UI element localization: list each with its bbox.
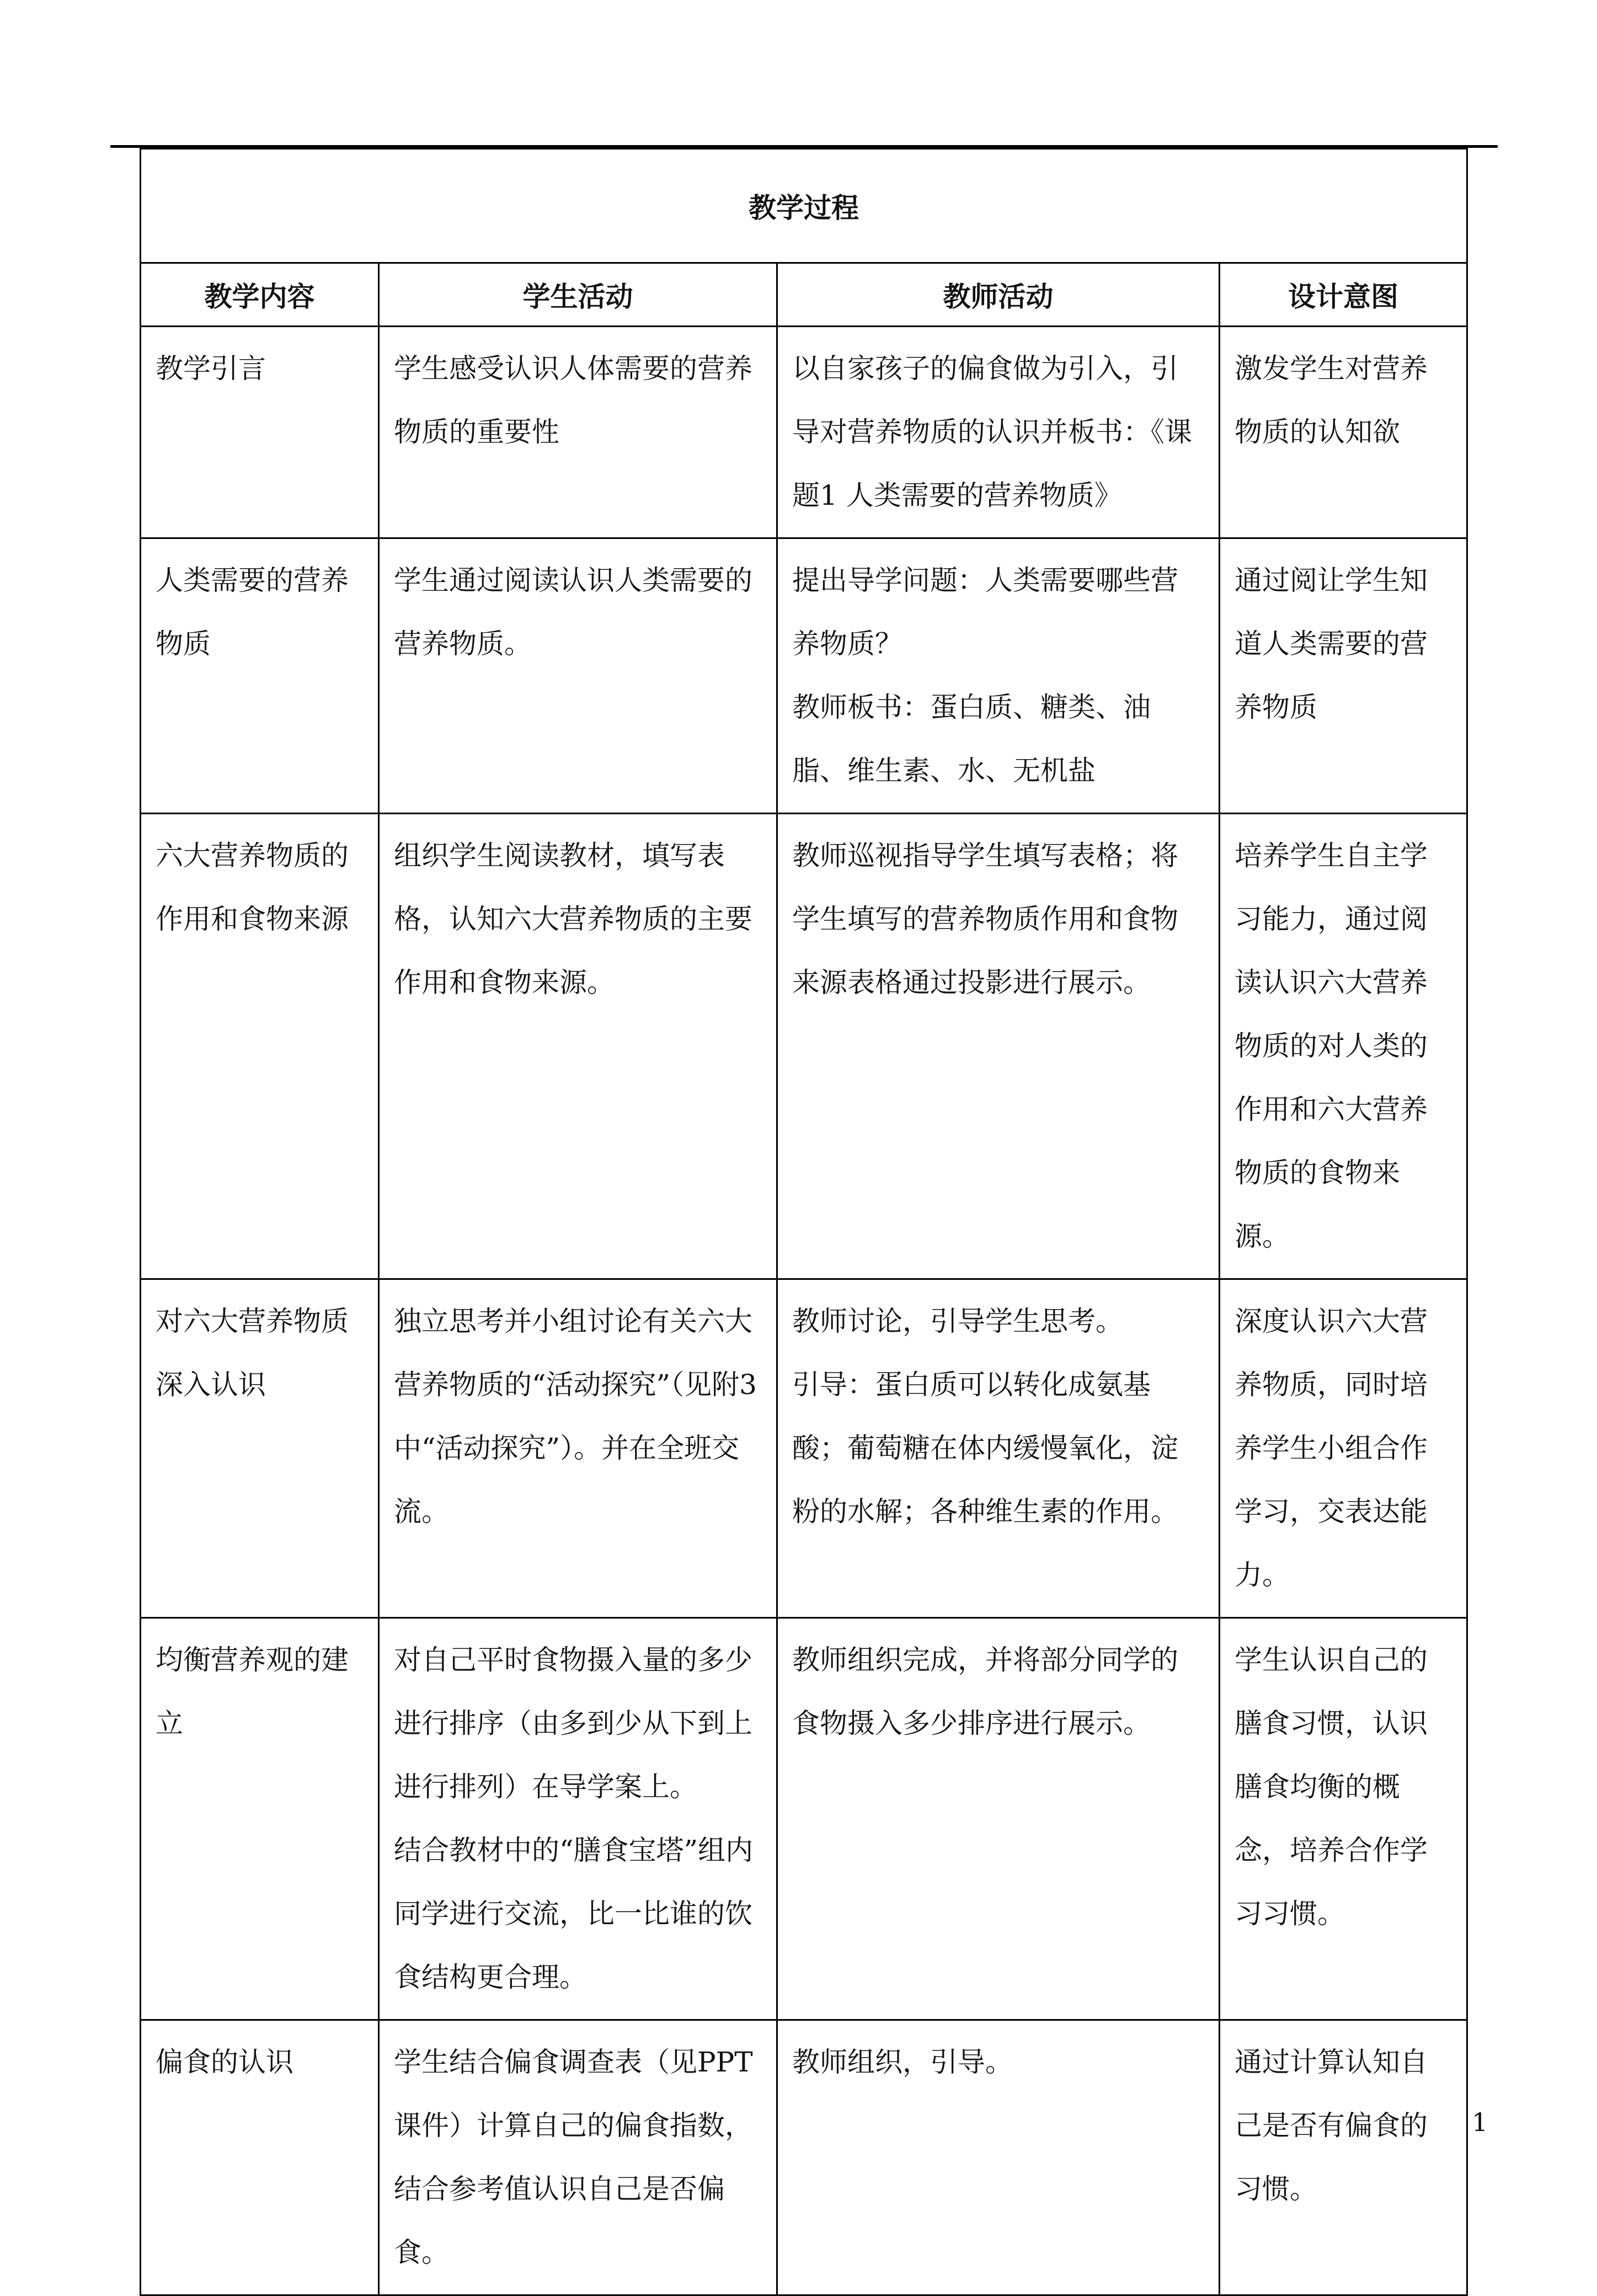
- cell-text: 以自家孩子的偏食做为引入，引导对营养物质的认识并板书：《课题1 人类需要的营养物质》: [792, 353, 1192, 511]
- table-title: 教学过程: [141, 149, 1467, 263]
- cell-content: [141, 327, 379, 538]
- cell-text: 教师巡视指导学生填写表格；将学生填写的营养物质作用和食物来源表格通过投影进行展示。: [792, 840, 1178, 999]
- cell-text: 偏食的认识: [156, 2046, 293, 2078]
- cell-text: 组织学生阅读教材，填写表格，认知六大营养物质的主要作用和食物来源。: [394, 840, 752, 999]
- cell-teacher: [777, 538, 1220, 814]
- cell-student: [379, 1618, 777, 2020]
- cell-content: [141, 814, 379, 1279]
- cell-text: 通过计算认知自己是否有偏食的习惯。: [1235, 2046, 1428, 2205]
- table-row: [141, 814, 1467, 1279]
- cell-text: 对六大营养物质深入认识: [156, 1305, 349, 1401]
- cell-text: 学生通过阅读认识人类需要的营养物质。: [394, 564, 752, 660]
- table-row: [141, 2020, 1467, 2295]
- cell-text: 教师板书：蛋白质、糖类、油脂、维生素、水、无机盐: [792, 691, 1151, 787]
- cell-text: 教学引言: [156, 353, 266, 385]
- cell-text: 独立思考并小组讨论有关六大营养物质的“活动探究”（见附3中“活动探究”）。并在全班交流。: [394, 1305, 757, 1528]
- cell-content: [141, 1279, 379, 1618]
- table-row: [141, 327, 1467, 538]
- page-number: 1: [1472, 2107, 1488, 2137]
- cell-text: 深度认识六大营养物质，同时培养学生小组合作学习，交表达能力。: [1235, 1305, 1428, 1591]
- cell-text: 引导：蛋白质可以转化成氨基酸；葡萄糖在体内缓慢氧化，淀粉的水解；各种维生素的作用。: [792, 1369, 1178, 1528]
- cell-student: [379, 1279, 777, 1618]
- cell-text: 对自己平时食物摄入量的多少进行排序（由多到少从下到上进行排列）在导学案上。: [394, 1644, 752, 1803]
- table-row: [141, 1279, 1467, 1618]
- cell-intent: [1220, 1618, 1467, 2020]
- cell-teacher: [777, 327, 1220, 538]
- cell-text: 培养学生自主学习能力，通过阅读认识六大营养物质的对人类的作用和六大营养物质的食物来源。: [1235, 840, 1428, 1252]
- table-row: [141, 538, 1467, 814]
- cell-text: 教师讨论，引导学生思考。: [792, 1305, 1123, 1337]
- cell-text: 六大营养物质的作用和食物来源: [156, 840, 349, 935]
- column-header-student: 学生活动: [379, 263, 777, 327]
- cell-intent: [1220, 2020, 1467, 2295]
- cell-text: 学生感受认识人体需要的营养物质的重要性: [394, 353, 752, 448]
- cell-text: 学生结合偏食调查表（见PPT课件）计算自己的偏食指数，结合参考值认识自己是否偏食。: [394, 2046, 753, 2268]
- table-row: [141, 1618, 1467, 2020]
- cell-text: 教师组织，引导。: [792, 2046, 1013, 2078]
- cell-intent: [1220, 327, 1467, 538]
- column-header-content: 教学内容: [141, 263, 379, 327]
- cell-content: [141, 538, 379, 814]
- cell-student: [379, 814, 777, 1279]
- cell-text: 教师组织完成，并将部分同学的食物摄入多少排序进行展示。: [792, 1644, 1178, 1739]
- cell-teacher: [777, 1279, 1220, 1618]
- cell-text: 均衡营养观的建立: [156, 1644, 349, 1739]
- cell-teacher: [777, 1618, 1220, 2020]
- cell-text: 激发学生对营养物质的认知欲: [1235, 353, 1428, 448]
- cell-content: [141, 2020, 379, 2295]
- cell-student: [379, 538, 777, 814]
- cell-intent: [1220, 538, 1467, 814]
- column-header-teacher: 教师活动: [777, 263, 1220, 327]
- cell-text: 通过阅让学生知道人类需要的营养物质: [1235, 564, 1428, 723]
- column-header-intent: 设计意图: [1220, 263, 1467, 327]
- cell-content: [141, 1618, 379, 2020]
- cell-intent: [1220, 814, 1467, 1279]
- cell-teacher: [777, 2020, 1220, 2295]
- cell-text: 结合教材中的“膳食宝塔”组内同学进行交流，比一比谁的饮食结构更合理。: [394, 1834, 754, 1993]
- cell-intent: [1220, 1279, 1467, 1618]
- cell-text: 人类需要的营养物质: [156, 564, 349, 660]
- cell-student: [379, 327, 777, 538]
- cell-text: 提出导学问题：人类需要哪些营养物质？: [792, 564, 1178, 660]
- cell-student: [379, 2020, 777, 2295]
- cell-text: 学生认识自己的膳食习惯，认识膳食均衡的概念，培养合作学习习惯。: [1235, 1644, 1428, 1930]
- teaching-process-table: [140, 148, 1468, 2296]
- cell-teacher: [777, 814, 1220, 1279]
